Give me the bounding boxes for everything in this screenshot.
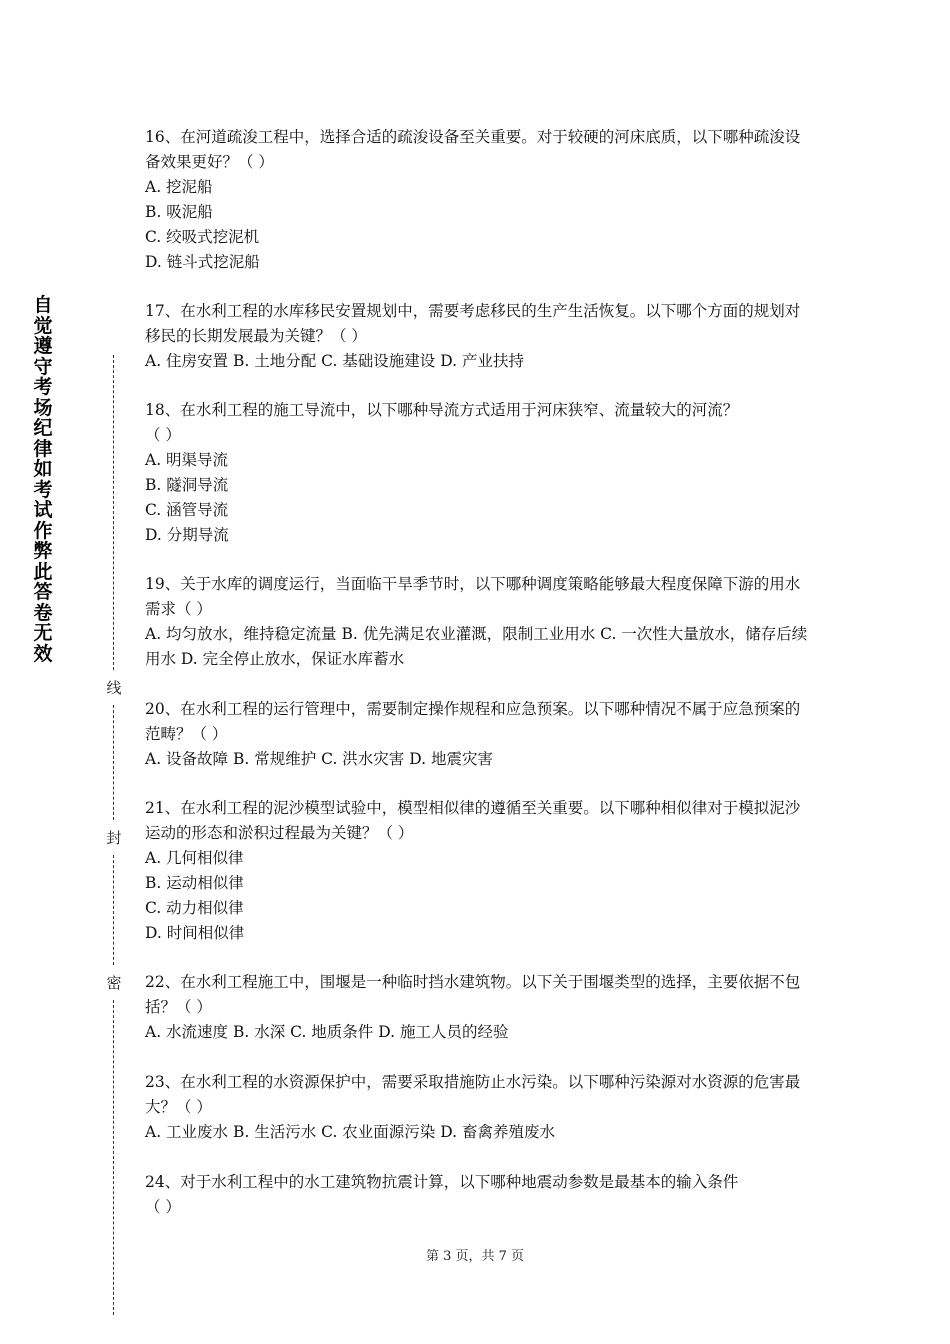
exam-discipline-notice: 自觉遵守考场纪律如考试作弊此答卷无效 — [33, 294, 53, 665]
option-d: D. 时间相似律 — [145, 924, 245, 942]
question-22 — [145, 970, 810, 1045]
option-b: B. 隧洞导流 — [145, 476, 229, 494]
question-stem: 24、对于水利工程中的水工建筑物抗震计算，以下哪种地震动参数是最基本的输入条件 — [145, 1173, 739, 1191]
question-24 — [145, 1170, 810, 1220]
option-c: C. 动力相似律 — [145, 899, 244, 917]
question-stem: 18、在水利工程的施工导流中，以下哪种导流方式适用于河床狭窄、流量较大的河流？ — [145, 401, 739, 419]
question-stem-continued: （ ） — [145, 426, 181, 444]
question-stem: 16、在河道疏浚工程中，选择合适的疏浚设备至关重要。对于较硬的河床底质，以下哪种疏浚设备效果更好？（ ） — [145, 128, 801, 171]
question-23 — [145, 1070, 810, 1145]
question-stem-continued: （ ） — [145, 1198, 181, 1216]
binding-label-dense: 密 — [106, 974, 122, 992]
question-18 — [145, 398, 810, 548]
binding-label-line: 线 — [106, 679, 122, 697]
question-17 — [145, 299, 810, 374]
option-a: A. 几何相似律 — [145, 849, 244, 867]
binding-dashed-line — [113, 705, 114, 820]
options-inline: A. 设备故障 B. 常规维护 C. 洪水灾害 D. 地震灾害 — [145, 750, 493, 768]
options-inline: A. 工业废水 B. 生活污水 C. 农业面源污染 D. 畜禽养殖废水 — [145, 1123, 555, 1141]
question-stem: 23、在水利工程的水资源保护中，需要采取措施防止水污染。以下哪种污染源对水资源的危害最大？（ ） — [145, 1073, 801, 1116]
page-number: 第 3 页，共 7 页 — [425, 1249, 525, 1264]
question-19 — [145, 572, 810, 672]
question-stem: 22、在水利工程施工中，围堰是一种临时挡水建筑物。以下关于围堰类型的选择，主要依据不包括？（ ） — [145, 973, 801, 1016]
question-stem: 21、在水利工程的泥沙模型试验中，模型相似律的遵循至关重要。以下哪种相似律对于模拟泥沙运动的形态和淤积过程最为关键？（ ） — [145, 799, 801, 842]
options-inline: A. 住房安置 B. 土地分配 C. 基础设施建设 D. 产业扶持 — [145, 352, 524, 370]
options-inline: A. 水流速度 B. 水深 C. 地质条件 D. 施工人员的经验 — [145, 1023, 509, 1041]
binding-dashed-line — [113, 1000, 114, 1315]
question-stem: 17、在水利工程的水库移民安置规划中，需要考虑移民的生产生活恢复。以下哪个方面的规划对移民的长期发展最为关键？（ ） — [145, 302, 801, 345]
binding-label-seal: 封 — [106, 829, 122, 847]
option-a: A. 挖泥船 — [145, 178, 213, 196]
option-a: A. 明渠导流 — [145, 451, 229, 469]
option-d: D. 链斗式挖泥船 — [145, 253, 260, 271]
binding-dashed-line — [113, 355, 114, 670]
option-d: D. 分期导流 — [145, 526, 229, 544]
question-stem: 19、关于水库的调度运行，当面临干旱季节时，以下哪种调度策略能够最大程度保障下游的用水需求（ ） — [145, 575, 801, 618]
question-16 — [145, 125, 810, 275]
option-c: C. 绞吸式挖泥机 — [145, 228, 260, 246]
question-20 — [145, 697, 810, 772]
question-stem: 20、在水利工程的运行管理中，需要制定操作规程和应急预案。以下哪种情况不属于应急预案的范畴？（ ） — [145, 700, 801, 743]
option-b: B. 吸泥船 — [145, 203, 213, 221]
question-21 — [145, 796, 810, 946]
options-inline: A. 均匀放水，维持稳定流量 B. 优先满足农业灌溉，限制工业用水 C. 一次性大量放水，储存后续用水 D. 完全停止放水，保证水库蓄水 — [145, 625, 808, 668]
binding-dashed-line — [113, 855, 114, 965]
option-c: C. 涵管导流 — [145, 501, 229, 519]
option-b: B. 运动相似律 — [145, 874, 244, 892]
